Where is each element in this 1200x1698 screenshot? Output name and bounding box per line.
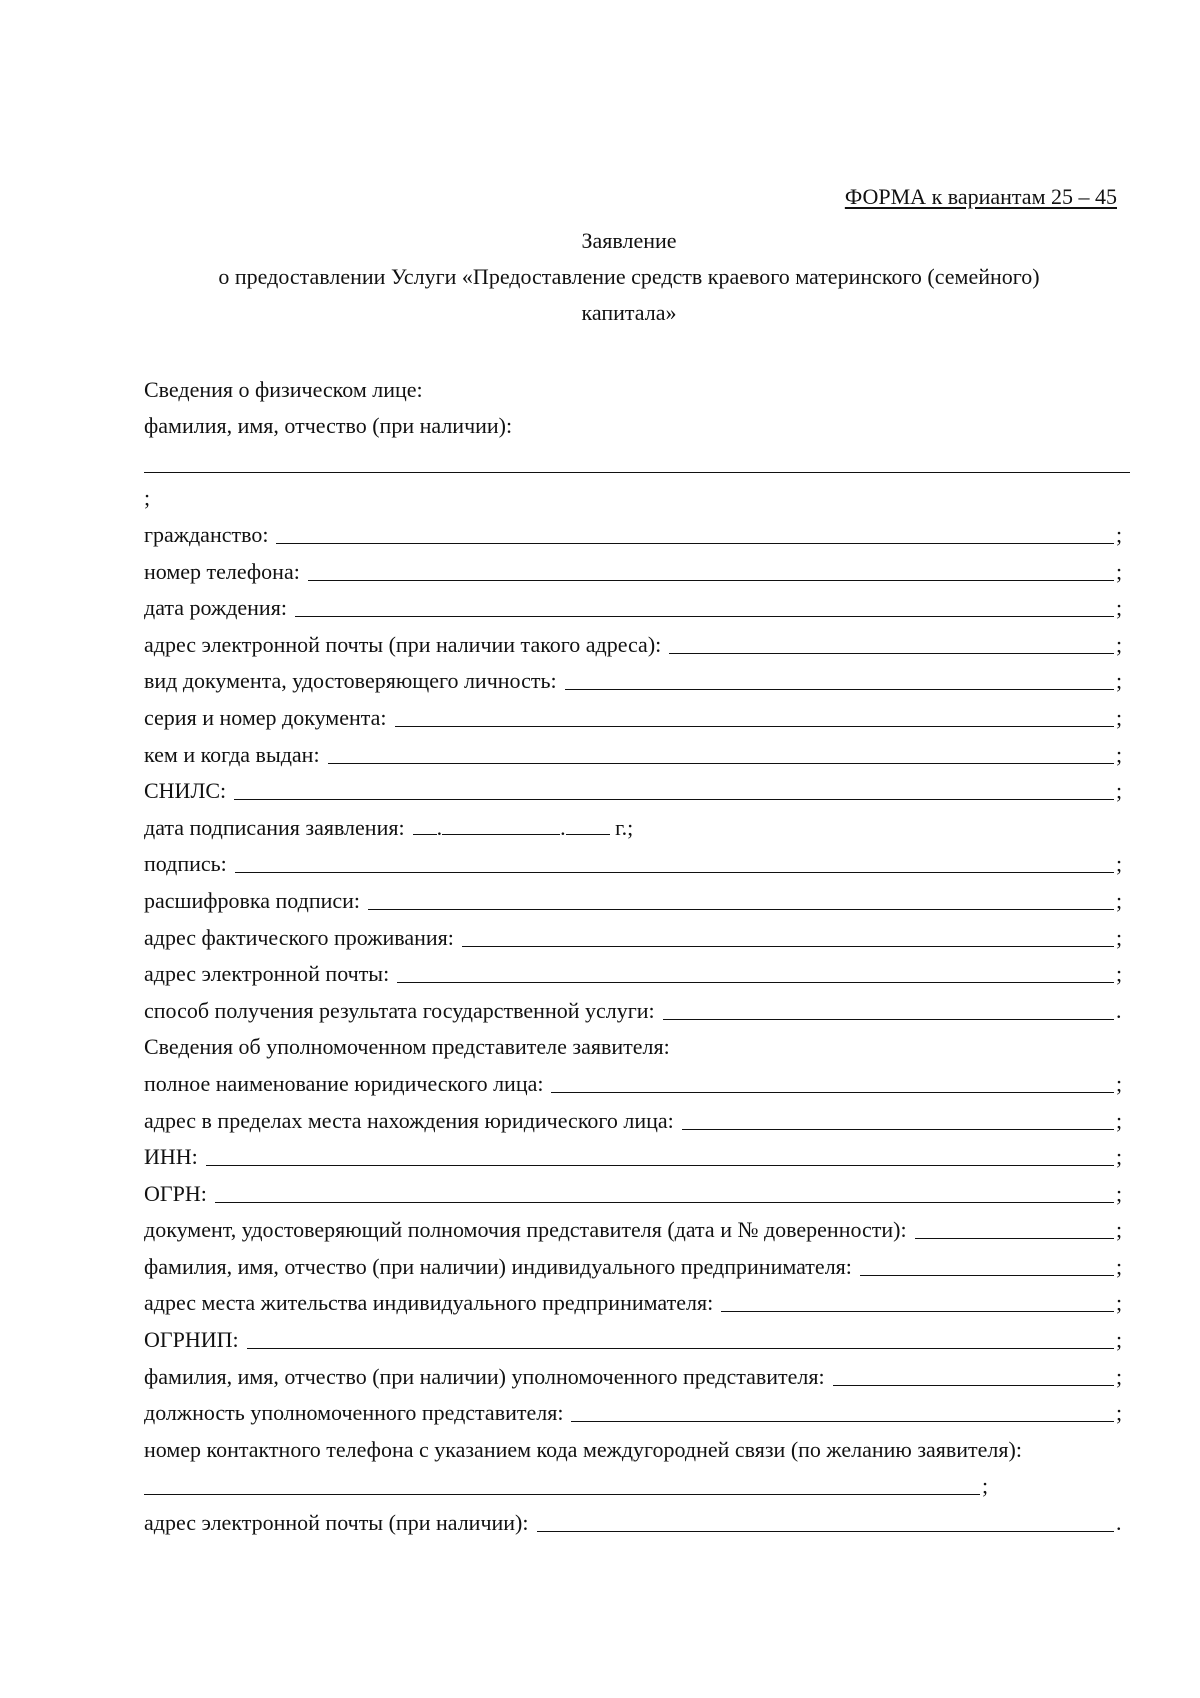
field-blank[interactable]: [295, 592, 1114, 617]
field-blank[interactable]: [860, 1251, 1114, 1276]
field-label: адрес фактического проживания:: [144, 924, 454, 950]
field-label: адрес электронной почты (при наличии такого адреса):: [144, 631, 662, 657]
field-label: фамилия, имя, отчество (при наличии) индивидуального предпринимателя:: [144, 1253, 852, 1279]
field-end: .: [1116, 997, 1122, 1023]
field-representative-position[interactable]: [144, 1395, 1130, 1432]
field-contact-phone-label: номер контактного телефона с указанием кода междугородней связи (по желанию заявителя):: [144, 1436, 1022, 1462]
field-end: ;: [1116, 887, 1123, 913]
field-blank[interactable]: [833, 1361, 1114, 1386]
form-fields: [144, 517, 1130, 1542]
field-label: способ получения результата государственной услуги:: [144, 997, 655, 1023]
sign-date-month-blank[interactable]: [442, 810, 560, 835]
sign-date-day-blank[interactable]: [413, 810, 437, 835]
field-blank[interactable]: [571, 1397, 1114, 1422]
field-ogrn[interactable]: [144, 1176, 1130, 1213]
field-end: ;: [1116, 522, 1123, 547]
sign-date-year-blank[interactable]: [566, 810, 610, 835]
field-result-method[interactable]: [144, 993, 1130, 1030]
field-entrepreneur-address[interactable]: [144, 1285, 1130, 1322]
fio-end: ;: [144, 485, 151, 510]
form-reference: ФОРМА к вариантам 25 – 45: [844, 184, 1117, 209]
field-representative-email[interactable]: [144, 1505, 1130, 1542]
field-power-of-attorney[interactable]: [144, 1212, 1130, 1249]
field-blank[interactable]: [721, 1287, 1114, 1312]
sign-date-suffix: г.;: [615, 814, 634, 840]
field-end: ;: [1116, 1400, 1123, 1426]
field-label: адрес электронной почты:: [144, 961, 390, 987]
field-issued-by[interactable]: [144, 737, 1130, 774]
sign-date-dot: .: [436, 814, 443, 840]
field-blank[interactable]: [682, 1105, 1114, 1130]
field-end: .: [1116, 1510, 1122, 1536]
field-end: ;: [1116, 1290, 1123, 1316]
field-label: гражданство:: [144, 522, 269, 547]
fio-field[interactable]: [144, 444, 1130, 473]
field-blank[interactable]: [397, 958, 1114, 983]
field-ogrnip[interactable]: [144, 1322, 1130, 1359]
field-end: ;: [1116, 1217, 1123, 1243]
field-legal-entity-address[interactable]: [144, 1103, 1130, 1140]
field-blank[interactable]: [395, 702, 1114, 727]
sign-date-dot: .: [560, 814, 566, 840]
fio-fill-line[interactable]: [144, 472, 1130, 473]
field-blank[interactable]: [235, 848, 1114, 873]
field-label: ОГРН:: [144, 1180, 207, 1206]
field-contact-phone[interactable]: [144, 1468, 1130, 1505]
field-blank[interactable]: [234, 775, 1114, 800]
field-label: полное наименование юридического лица:: [144, 1070, 544, 1096]
field-end: ;: [1116, 778, 1123, 804]
field-end: ;: [1116, 1070, 1123, 1096]
field-end: ;: [1116, 631, 1123, 657]
field-blank[interactable]: [915, 1214, 1114, 1239]
field-representative-fio[interactable]: [144, 1359, 1130, 1396]
field-blank[interactable]: [565, 665, 1114, 690]
field-email-if-any[interactable]: [144, 627, 1130, 664]
field-end: ;: [1116, 961, 1123, 987]
field-legal-entity-name[interactable]: [144, 1066, 1130, 1103]
field-blank[interactable]: [276, 519, 1114, 544]
field-label: дата рождения:: [144, 595, 287, 621]
field-end: ;: [1116, 1253, 1123, 1279]
field-label: СНИЛС:: [144, 778, 227, 804]
field-birth-date[interactable]: [144, 590, 1130, 627]
field-document-number[interactable]: [144, 700, 1130, 737]
field-end: ;: [1116, 704, 1123, 730]
field-email[interactable]: [144, 956, 1130, 993]
field-blank[interactable]: [462, 922, 1114, 947]
field-blank[interactable]: [215, 1178, 1114, 1203]
field-snils[interactable]: [144, 773, 1130, 810]
field-blank[interactable]: [669, 629, 1114, 654]
field-end: ;: [1116, 595, 1123, 621]
field-end: ;: [1116, 668, 1123, 694]
field-end: ;: [1116, 1363, 1123, 1389]
field-end: ;: [1116, 924, 1123, 950]
field-end: ;: [1116, 1327, 1123, 1353]
field-label: адрес в пределах места нахождения юридического лица:: [144, 1107, 674, 1133]
field-label: подпись:: [144, 851, 227, 877]
field-blank[interactable]: [308, 556, 1114, 581]
field-signature[interactable]: [144, 846, 1130, 883]
title-line-2: о предоставлении Услуги «Предоставление средств краевого материнского (семейного): [218, 264, 1040, 289]
individual-intro: [144, 372, 1130, 444]
field-blank[interactable]: [537, 1507, 1115, 1532]
field-end: ;: [1116, 558, 1123, 584]
field-citizenship[interactable]: [144, 517, 1130, 554]
field-blank[interactable]: [328, 739, 1114, 764]
field-label: номер телефона:: [144, 558, 300, 584]
field-id-document-type[interactable]: [144, 663, 1130, 700]
field-blank[interactable]: [551, 1068, 1114, 1093]
field-blank[interactable]: [206, 1141, 1114, 1166]
field-label: адрес места жительства индивидуального предпринимателя:: [144, 1290, 714, 1316]
field-end: ;: [1116, 851, 1123, 877]
individual-heading: Сведения о физическом лице:: [144, 377, 423, 402]
field-end: ;: [1116, 1144, 1123, 1170]
field-blank[interactable]: [368, 885, 1114, 910]
field-label: ИНН:: [144, 1144, 198, 1170]
field-end: ;: [1116, 1180, 1123, 1206]
fio-label: фамилия, имя, отчество (при наличии):: [144, 413, 513, 438]
field-label: расшифровка подписи:: [144, 887, 361, 913]
field-label: кем и когда выдан:: [144, 741, 320, 767]
field-label: документ, удостоверяющий полномочия представителя (дата и № доверенности):: [144, 1217, 907, 1243]
document-title: [150, 223, 1108, 331]
fio-terminator: [144, 480, 1130, 516]
field-inn[interactable]: [144, 1139, 1130, 1176]
field-label: дата подписания заявления:: [144, 814, 405, 840]
field-entrepreneur-fio[interactable]: [144, 1249, 1130, 1286]
title-line-1: Заявление: [581, 228, 677, 253]
representative-heading: Сведения об уполномоченном представителе заявителя:: [144, 1034, 670, 1060]
field-label: адрес электронной почты (при наличии):: [144, 1510, 529, 1536]
field-label: серия и номер документа:: [144, 704, 387, 730]
field-blank[interactable]: [247, 1324, 1114, 1349]
field-actual-address[interactable]: [144, 920, 1130, 957]
field-label: ОГРНИП:: [144, 1327, 239, 1353]
field-label: вид документа, удостоверяющего личность:: [144, 668, 557, 694]
title-line-3: капитала»: [581, 300, 677, 325]
field-blank[interactable]: [663, 995, 1114, 1020]
field-phone[interactable]: [144, 554, 1130, 591]
field-label: должность уполномоченного представителя:: [144, 1400, 564, 1426]
field-label: фамилия, имя, отчество (при наличии) уполномоченного представителя:: [144, 1363, 825, 1389]
field-signature-transcript[interactable]: [144, 883, 1130, 920]
field-sign-date[interactable]: [144, 810, 1130, 847]
field-end: ;: [982, 1473, 989, 1499]
field-end: ;: [1116, 741, 1123, 767]
field-end: ;: [1116, 1107, 1123, 1133]
field-blank[interactable]: [144, 1470, 980, 1495]
